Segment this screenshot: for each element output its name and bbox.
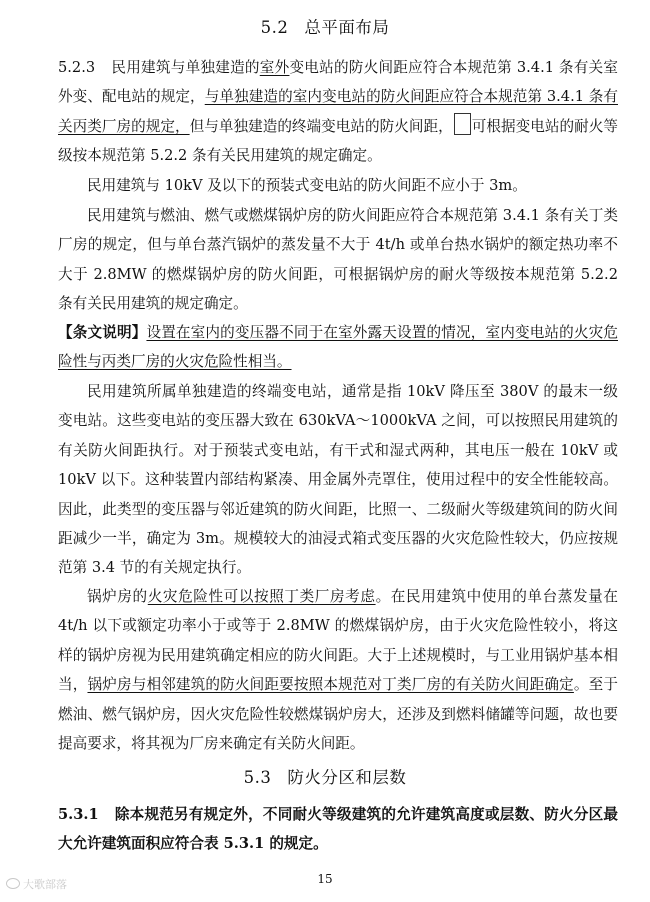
section-number: 5.2 [260, 18, 289, 37]
section-heading-5-3 [0, 764, 650, 788]
clause-explanation [58, 318, 618, 377]
watermark-text: 大歌部落 [23, 878, 67, 891]
paragraph-boiler-room-distance: 民用建筑与燃油、燃气或燃煤锅炉房的防火间距应符合本规范第 3.4.1 条有关丁类厂房的规定，但与单台蒸汽锅炉的蒸发量不大于 4t/h 或单台热水锅炉的额定热功率不大于 2.8MW 的燃煤锅炉房的防火间距，可根据锅炉房的耐火等级按本规范第 5.2.2 条有关民用建筑的规定确定。 [58, 207, 618, 313]
clause-5-2-3 [58, 53, 618, 171]
clause-text-4-underlined: 与单独建造的室内变电站的防火间距应符合本规范第 3.4.1 条有关丙类厂房的规定， [58, 88, 618, 135]
section-heading-5-2 [0, 14, 650, 38]
watermark [6, 876, 67, 892]
paragraph-prefab-substation: 民用建筑与 10kV 及以下的预装式变电站的防火间距不应小于 3m。 [87, 177, 527, 194]
clause-text-6: 可根据变电站的耐火等级按本规范第 5.2.2 条有关民用建筑的规定确定。 [58, 117, 618, 165]
explanation-label: 【条文说明】 [58, 324, 147, 341]
clause-text: 除本规范另有规定外，不同耐火等级建筑的允许建筑高度或层数、防火分区最大允许建筑面积应符合表 5.3.1 的规定。 [58, 806, 618, 853]
clause-5-3-1 [58, 800, 618, 859]
explanation-text: 设置在室内的变压器不同于在室外露天设置的情况，室内变电站的火灾危险性与丙类厂房的火灾危险性相当。 [58, 324, 618, 371]
section-number: 5.3 [243, 768, 272, 787]
clause-number: 5.3.1 [58, 806, 99, 823]
watermark-logo-icon [6, 878, 20, 889]
page-number: 15 [317, 872, 333, 886]
boiler-text-5: 。至于燃油、燃气锅炉房，因火灾危险性较燃煤锅炉房大，还涉及到燃料储罐等问题，故也要提高要求，将其视为厂房来确定有关防火间距。 [58, 676, 618, 753]
section-title: 总平面布局 [304, 18, 390, 37]
section-title: 防火分区和层数 [287, 768, 407, 787]
clause-text-1: 民用建筑与单独建造的 [111, 59, 260, 76]
clause-text-5: 但与单独建造的终端变电站的防火间距， [189, 117, 453, 135]
clause-text-2-underlined: 室外 [259, 59, 290, 76]
clause-number: 5.2.3 [58, 59, 96, 76]
boiler-text-3: 。在民用建筑中使用的单台蒸发量在 4t/h 以下或额定功率小于或等于 2.8MW 的燃煤锅炉房，由于火灾危险性较小，将这样的锅炉房视为民用建筑确定相应的防火间距。大于上述规模时，与工业用锅炉基本相当， [58, 588, 618, 694]
boiler-text-4-underlined: 锅炉房与相邻建筑的防火间距要按照本规范对丁类厂房的有关防火间距确定 [87, 676, 574, 694]
boiler-text-2-underlined: 火灾危险性可以按照丁类厂房考虑 [147, 588, 376, 605]
paragraph-boiler-room [58, 582, 618, 758]
clause-text-3: 变电站的防火间距应符合本规范第 3.4.1 条有关室外变、配电站的规定， [58, 59, 618, 106]
boiler-text-1: 锅炉房的 [87, 588, 148, 605]
paragraph-terminal-substation: 民用建筑所属单独建造的终端变电站，通常是指 10kV 降压至 380V 的最末一级变电站。这些变电站的变压器大致在 630kVA～1000kVA 之间，可以按照民用建筑的有关防火间距执行。对于预装式变电站，有干式和湿式两种，其电压一般在 10kV 或 10kV 以下。这种装置内部结构紧凑、用金属外壳罩住，使用过程中的安全性能较高。因此，此类型的变压器与邻近建筑的防火间距，比照一、二级耐火等级建筑间的防火间距减少一半，确定为 3m。规模较大的油浸式箱式变压器的火灾危险性较大，仍应按规范第 3.4 节的有关规定执行。 [58, 383, 618, 577]
edit-mark-box [454, 113, 471, 135]
